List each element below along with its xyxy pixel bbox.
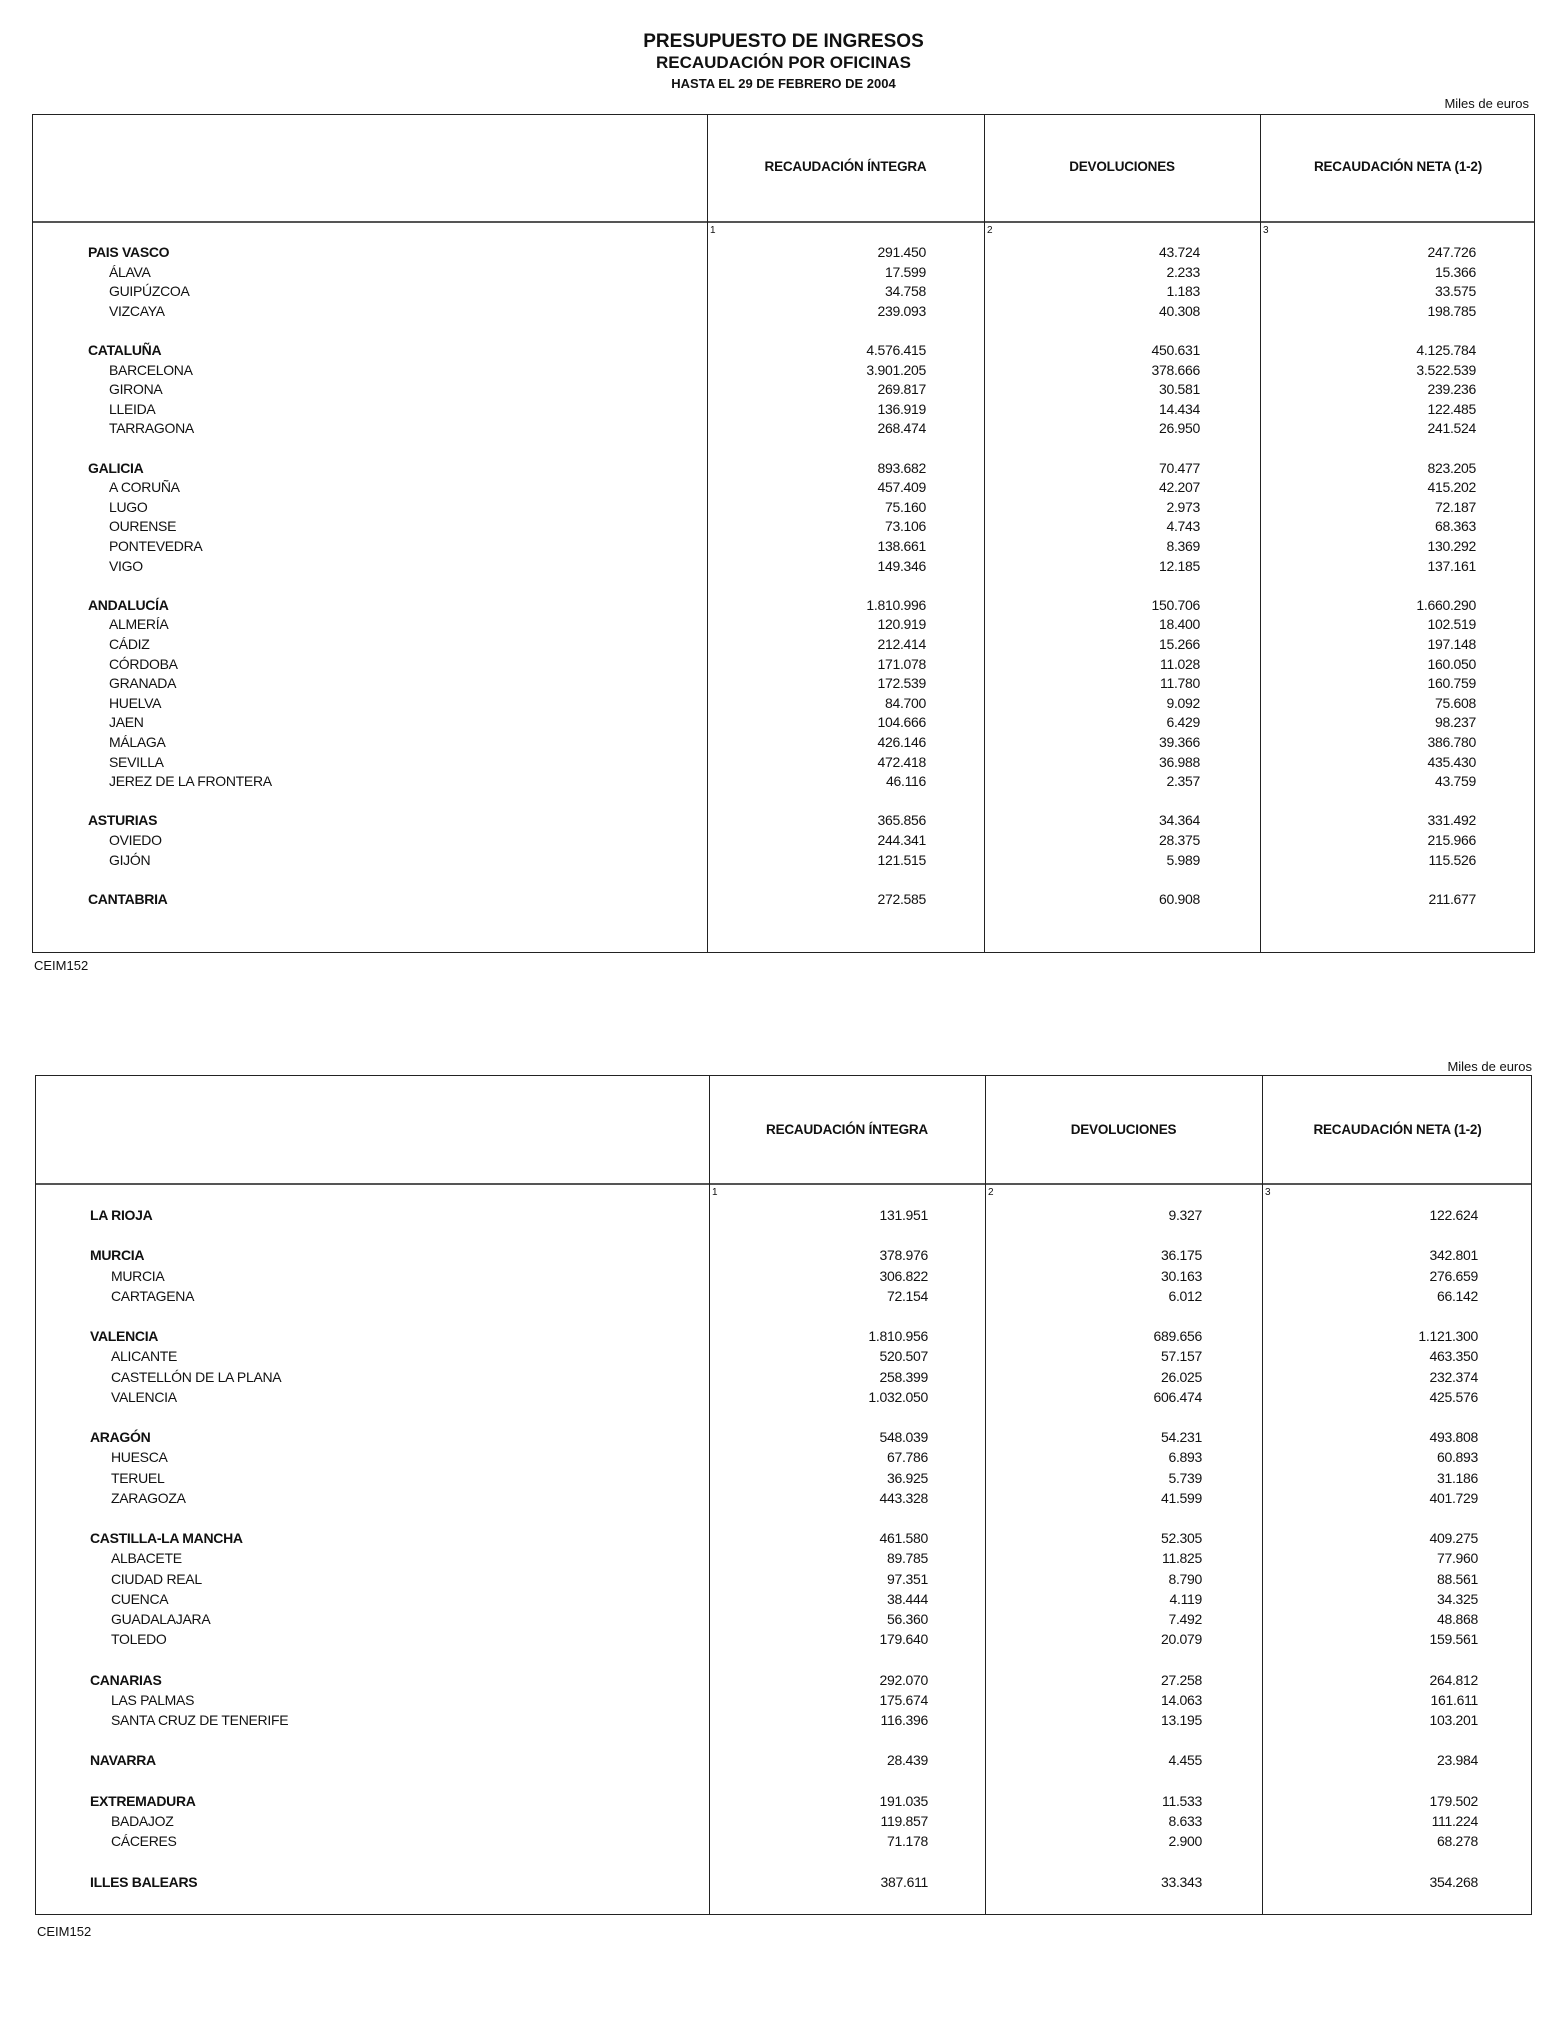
- refunds-value: 27.258: [1160, 1671, 1202, 1688]
- region-row: [36, 1874, 1531, 1894]
- column-header: RECAUDACIÓN ÍNTEGRA: [764, 159, 927, 174]
- office-row: [36, 1348, 1531, 1368]
- office-name: CÓRDOBA: [109, 655, 178, 672]
- net-revenue-value: 215.966: [1427, 832, 1476, 848]
- gross-revenue-value: 56.360: [886, 1611, 928, 1627]
- office-row: [33, 636, 1534, 656]
- gross-revenue-value: 426.146: [877, 734, 926, 750]
- footer-code: CEIM152: [37, 1924, 92, 1939]
- office-row: [33, 362, 1534, 382]
- gross-revenue-value: 28.439: [886, 1752, 928, 1769]
- column-header: RECAUDACIÓN ÍNTEGRA: [766, 1122, 928, 1137]
- refunds-value: 606.474: [1153, 1388, 1202, 1405]
- gross-revenue-value: 1.810.956: [868, 1328, 928, 1345]
- office-row: [33, 832, 1534, 852]
- office-row: [36, 1712, 1531, 1732]
- refunds-value: 11.533: [1162, 1792, 1202, 1809]
- net-revenue-value: 68.363: [1434, 518, 1476, 535]
- net-revenue-value: 179.502: [1429, 1792, 1478, 1809]
- region-name: CANTABRIA: [88, 890, 168, 907]
- office-name: MURCIA: [111, 1267, 165, 1284]
- office-name: ALMERÍA: [109, 616, 169, 633]
- net-revenue-value: 111.224: [1431, 1813, 1478, 1829]
- gross-revenue-value: 893.682: [877, 459, 926, 476]
- refunds-value: 43.724: [1158, 244, 1200, 260]
- net-revenue-value: 401.729: [1429, 1489, 1478, 1506]
- office-name: TOLEDO: [111, 1631, 167, 1648]
- gross-revenue-value: 131.951: [879, 1207, 928, 1223]
- office-name: GIJÓN: [109, 851, 151, 868]
- office-name: SEVILLA: [109, 753, 164, 770]
- office-name: VIGO: [109, 557, 143, 574]
- refunds-value: 6.429: [1166, 714, 1200, 731]
- office-row: [36, 1833, 1531, 1853]
- office-name: ALICANTE: [111, 1348, 178, 1365]
- document-subtitle: RECAUDACIÓN POR OFICINAS: [655, 53, 911, 72]
- gross-revenue-value: 258.399: [879, 1368, 928, 1385]
- gross-revenue-value: 120.919: [877, 616, 926, 633]
- net-revenue-value: 31.186: [1436, 1469, 1478, 1486]
- net-revenue-value: 159.561: [1429, 1631, 1478, 1648]
- gross-revenue-value: 71.178: [886, 1833, 928, 1850]
- office-row: [33, 852, 1534, 872]
- office-row: [33, 538, 1534, 558]
- net-revenue-value: 415.202: [1427, 479, 1476, 496]
- office-row: [36, 1268, 1531, 1288]
- office-name: OVIEDO: [109, 832, 162, 848]
- revenue-table: [32, 114, 1535, 953]
- column-number: 1: [710, 225, 716, 236]
- gross-revenue-value: 34.758: [884, 283, 926, 300]
- refunds-value: 8.369: [1166, 538, 1200, 554]
- region-name: ARAGÓN: [90, 1429, 151, 1446]
- refunds-value: 6.893: [1168, 1449, 1202, 1466]
- gross-revenue-value: 3.901.205: [866, 361, 926, 378]
- refunds-value: 28.375: [1158, 832, 1200, 848]
- office-name: BARCELONA: [109, 361, 193, 378]
- refunds-value: 1.183: [1166, 283, 1200, 300]
- gross-revenue-value: 175.674: [879, 1691, 928, 1708]
- net-revenue-value: 211.677: [1428, 890, 1476, 907]
- net-revenue-value: 435.430: [1427, 753, 1476, 770]
- net-revenue-value: 239.236: [1427, 381, 1476, 398]
- refunds-value: 34.364: [1158, 812, 1200, 829]
- refunds-value: 450.631: [1151, 342, 1200, 358]
- office-row: [36, 1288, 1531, 1308]
- gross-revenue-value: 104.666: [877, 714, 926, 731]
- column-header: DEVOLUCIONES: [1069, 159, 1175, 174]
- refunds-value: 60.908: [1158, 890, 1200, 907]
- net-revenue-value: 66.142: [1436, 1287, 1478, 1304]
- refunds-value: 4.743: [1166, 518, 1200, 535]
- gross-revenue-value: 520.507: [879, 1348, 928, 1365]
- refunds-value: 11.780: [1160, 675, 1200, 692]
- office-name: GUIPÚZCOA: [109, 283, 190, 300]
- office-row: [33, 479, 1534, 499]
- net-revenue-value: 115.526: [1428, 851, 1476, 868]
- footer-code: CEIM152: [34, 958, 89, 973]
- column-number: 3: [1263, 225, 1269, 236]
- refunds-value: 26.025: [1160, 1368, 1202, 1385]
- office-row: [33, 303, 1534, 323]
- refunds-value: 2.357: [1166, 773, 1200, 790]
- office-row: [36, 1571, 1531, 1591]
- refunds-value: 33.343: [1160, 1873, 1202, 1890]
- office-name: GRANADA: [109, 675, 177, 692]
- refunds-value: 378.666: [1151, 361, 1200, 378]
- net-revenue-value: 409.275: [1429, 1530, 1478, 1547]
- gross-revenue-value: 149.346: [877, 557, 926, 574]
- refunds-value: 70.477: [1158, 459, 1200, 476]
- gross-revenue-value: 1.032.050: [868, 1388, 928, 1405]
- office-name: CARTAGENA: [111, 1287, 195, 1304]
- document-title: PRESUPUESTO DE INGRESOS: [643, 31, 924, 52]
- office-row: [36, 1490, 1531, 1510]
- refunds-value: 30.163: [1160, 1267, 1202, 1284]
- gross-revenue-value: 38.444: [886, 1590, 928, 1607]
- gross-revenue-value: 461.580: [879, 1530, 928, 1547]
- refunds-value: 8.790: [1168, 1570, 1202, 1587]
- office-row: [33, 773, 1534, 793]
- gross-revenue-value: 136.919: [877, 400, 926, 417]
- gross-revenue-value: 179.640: [879, 1631, 928, 1648]
- unit-label: Miles de euros: [1447, 1059, 1532, 1074]
- gross-revenue-value: 1.810.996: [866, 596, 926, 613]
- region-row: [33, 342, 1534, 362]
- refunds-value: 26.950: [1158, 420, 1200, 437]
- gross-revenue-value: 269.817: [877, 381, 926, 398]
- office-name: JEREZ DE LA FRONTERA: [109, 773, 272, 790]
- gross-revenue-value: 171.078: [877, 655, 926, 672]
- net-revenue-value: 4.125.784: [1416, 342, 1476, 358]
- office-name: OURENSE: [109, 518, 177, 535]
- region-row: [36, 1328, 1531, 1348]
- refunds-value: 2.900: [1168, 1833, 1202, 1850]
- header-divider: [33, 221, 1534, 223]
- gross-revenue-value: 97.351: [886, 1570, 928, 1587]
- office-name: HUELVA: [109, 694, 162, 711]
- net-revenue-value: 130.292: [1427, 538, 1476, 554]
- net-revenue-value: 3.522.539: [1416, 361, 1476, 378]
- gross-revenue-value: 365.856: [877, 812, 926, 829]
- office-row: [33, 714, 1534, 734]
- column-number: 2: [987, 225, 993, 236]
- refunds-value: 40.308: [1158, 302, 1200, 319]
- refunds-value: 41.599: [1160, 1489, 1202, 1506]
- region-name: ASTURIAS: [88, 812, 158, 829]
- refunds-value: 2.233: [1166, 263, 1200, 280]
- gross-revenue-value: 116.396: [880, 1712, 928, 1728]
- net-revenue-value: 386.780: [1427, 734, 1476, 750]
- net-revenue-value: 68.278: [1436, 1833, 1478, 1850]
- office-name: HUESCA: [111, 1449, 168, 1466]
- office-name: CÁDIZ: [109, 636, 150, 652]
- office-row: [33, 518, 1534, 538]
- document-period: HASTA EL 29 DE FEBRERO DE 2004: [671, 76, 896, 91]
- office-row: [33, 754, 1534, 774]
- refunds-value: 689.656: [1153, 1328, 1202, 1345]
- header-divider: [36, 1183, 1531, 1185]
- office-name: ZARAGOZA: [111, 1489, 186, 1506]
- gross-revenue-value: 46.116: [886, 773, 926, 790]
- office-row: [33, 695, 1534, 715]
- office-row: [33, 264, 1534, 284]
- refunds-value: 54.231: [1160, 1429, 1202, 1446]
- net-revenue-value: 122.624: [1429, 1207, 1478, 1223]
- column-number: 2: [988, 1187, 994, 1198]
- office-name: GUADALAJARA: [111, 1611, 211, 1627]
- net-revenue-value: 102.519: [1427, 616, 1476, 633]
- refunds-value: 36.175: [1160, 1247, 1202, 1264]
- net-revenue-value: 103.201: [1429, 1712, 1478, 1728]
- column-number: 1: [712, 1187, 718, 1198]
- office-name: BADAJOZ: [111, 1813, 174, 1829]
- column-header: RECAUDACIÓN NETA (1-2): [1313, 1122, 1482, 1137]
- net-revenue-value: 88.561: [1436, 1570, 1478, 1587]
- net-revenue-value: 161.611: [1430, 1691, 1478, 1708]
- region-row: [36, 1793, 1531, 1813]
- office-name: LAS PALMAS: [111, 1691, 195, 1708]
- gross-revenue-value: 138.661: [877, 538, 926, 554]
- refunds-value: 36.988: [1158, 753, 1200, 770]
- revenue-table: [35, 1075, 1532, 1915]
- office-row: [33, 420, 1534, 440]
- region-row: [36, 1207, 1531, 1227]
- region-name: VALENCIA: [90, 1328, 159, 1345]
- net-revenue-value: 493.808: [1429, 1429, 1478, 1446]
- refunds-value: 7.492: [1168, 1611, 1202, 1627]
- office-name: CUENCA: [111, 1590, 169, 1607]
- office-row: [36, 1631, 1531, 1651]
- office-row: [33, 734, 1534, 754]
- office-row: [36, 1611, 1531, 1631]
- office-row: [36, 1389, 1531, 1409]
- net-revenue-value: 354.268: [1429, 1873, 1478, 1890]
- gross-revenue-value: 75.160: [884, 498, 926, 515]
- gross-revenue-value: 36.925: [886, 1469, 928, 1486]
- region-row: [36, 1429, 1531, 1449]
- region-row: [33, 891, 1534, 911]
- office-row: [36, 1470, 1531, 1490]
- office-name: TERUEL: [111, 1469, 165, 1486]
- refunds-value: 42.207: [1158, 479, 1200, 496]
- office-row: [36, 1550, 1531, 1570]
- region-name: ANDALUCÍA: [88, 596, 169, 613]
- gross-revenue-value: 387.611: [880, 1873, 928, 1890]
- refunds-value: 11.825: [1162, 1550, 1202, 1567]
- gross-revenue-value: 84.700: [884, 694, 926, 711]
- office-row: [36, 1813, 1531, 1833]
- region-row: [33, 812, 1534, 832]
- refunds-value: 30.581: [1158, 381, 1200, 398]
- office-row: [33, 499, 1534, 519]
- net-revenue-value: 247.726: [1427, 244, 1476, 260]
- office-name: PONTEVEDRA: [109, 538, 203, 554]
- refunds-value: 14.063: [1160, 1691, 1202, 1708]
- refunds-value: 11.028: [1160, 655, 1200, 672]
- region-name: CASTILLA-LA MANCHA: [90, 1530, 243, 1547]
- region-row: [36, 1247, 1531, 1267]
- office-name: LLEIDA: [109, 400, 156, 417]
- refunds-value: 18.400: [1158, 616, 1200, 633]
- region-row: [36, 1530, 1531, 1550]
- region-name: LA RIOJA: [90, 1207, 153, 1223]
- net-revenue-value: 1.121.300: [1418, 1328, 1478, 1345]
- office-row: [33, 401, 1534, 421]
- office-row: [33, 675, 1534, 695]
- refunds-value: 39.366: [1158, 734, 1200, 750]
- office-row: [33, 381, 1534, 401]
- office-name: JAEN: [109, 714, 144, 731]
- office-name: ÁLAVA: [109, 263, 151, 280]
- refunds-value: 15.266: [1158, 636, 1200, 652]
- office-name: SANTA CRUZ DE TENERIFE: [111, 1712, 289, 1728]
- net-revenue-value: 241.524: [1427, 420, 1476, 437]
- region-row: [36, 1672, 1531, 1692]
- region-row: [33, 597, 1534, 617]
- gross-revenue-value: 73.106: [884, 518, 926, 535]
- office-name: CÁCERES: [111, 1833, 177, 1850]
- region-name: MURCIA: [90, 1247, 145, 1264]
- office-name: VALENCIA: [111, 1388, 177, 1405]
- gross-revenue-value: 17.599: [884, 263, 926, 280]
- unit-label: Miles de euros: [1444, 96, 1529, 111]
- region-row: [33, 460, 1534, 480]
- gross-revenue-value: 272.585: [877, 890, 926, 907]
- refunds-value: 2.973: [1166, 498, 1200, 515]
- gross-revenue-value: 172.539: [877, 675, 926, 692]
- gross-revenue-value: 72.154: [886, 1287, 928, 1304]
- refunds-value: 14.434: [1158, 400, 1200, 417]
- net-revenue-value: 823.205: [1427, 459, 1476, 476]
- gross-revenue-value: 119.857: [880, 1813, 928, 1829]
- office-row: [36, 1692, 1531, 1712]
- office-name: CASTELLÓN DE LA PLANA: [111, 1368, 282, 1385]
- net-revenue-value: 98.237: [1434, 714, 1476, 731]
- refunds-value: 52.305: [1160, 1530, 1202, 1547]
- refunds-value: 150.706: [1151, 596, 1200, 613]
- net-revenue-value: 197.148: [1427, 636, 1476, 652]
- refunds-value: 6.012: [1168, 1287, 1202, 1304]
- gross-revenue-value: 239.093: [877, 302, 926, 319]
- region-name: CANARIAS: [90, 1671, 162, 1688]
- gross-revenue-value: 548.039: [879, 1429, 928, 1446]
- net-revenue-value: 43.759: [1434, 773, 1476, 790]
- net-revenue-value: 1.660.290: [1416, 596, 1476, 613]
- net-revenue-value: 15.366: [1434, 263, 1476, 280]
- net-revenue-value: 160.759: [1427, 675, 1476, 692]
- gross-revenue-value: 457.409: [877, 479, 926, 496]
- net-revenue-value: 198.785: [1427, 302, 1476, 319]
- office-name: VIZCAYA: [109, 302, 165, 319]
- net-revenue-value: 331.492: [1427, 812, 1476, 829]
- gross-revenue-value: 443.328: [879, 1489, 928, 1506]
- refunds-value: 12.185: [1158, 557, 1200, 574]
- refunds-value: 4.119: [1169, 1590, 1202, 1607]
- gross-revenue-value: 67.786: [886, 1449, 928, 1466]
- net-revenue-value: 342.801: [1429, 1247, 1478, 1264]
- net-revenue-value: 33.575: [1434, 283, 1476, 300]
- column-header: RECAUDACIÓN NETA (1-2): [1313, 159, 1483, 174]
- refunds-value: 9.092: [1166, 694, 1200, 711]
- net-revenue-value: 137.161: [1427, 557, 1476, 574]
- region-name: EXTREMADURA: [90, 1792, 196, 1809]
- refunds-value: 20.079: [1160, 1631, 1202, 1648]
- region-name: ILLES BALEARS: [90, 1873, 198, 1890]
- net-revenue-value: 160.050: [1427, 655, 1476, 672]
- net-revenue-value: 232.374: [1429, 1368, 1478, 1385]
- net-revenue-value: 463.350: [1429, 1348, 1478, 1365]
- office-row: [33, 656, 1534, 676]
- net-revenue-value: 75.608: [1434, 694, 1476, 711]
- office-name: ALBACETE: [111, 1550, 182, 1567]
- region-row: [36, 1752, 1531, 1772]
- region-name: CATALUÑA: [88, 342, 162, 358]
- refunds-value: 57.157: [1160, 1348, 1202, 1365]
- net-revenue-value: 23.984: [1436, 1752, 1478, 1769]
- gross-revenue-value: 472.418: [877, 753, 926, 770]
- net-revenue-value: 34.325: [1436, 1590, 1478, 1607]
- office-name: TARRAGONA: [109, 420, 194, 437]
- office-row: [33, 558, 1534, 578]
- column-header: DEVOLUCIONES: [1070, 1122, 1177, 1137]
- region-name: PAIS VASCO: [88, 244, 170, 260]
- office-row: [33, 283, 1534, 303]
- gross-revenue-value: 121.515: [877, 851, 926, 868]
- refunds-value: 9.327: [1168, 1207, 1202, 1223]
- office-name: CIUDAD REAL: [111, 1570, 202, 1587]
- column-number: 3: [1265, 1187, 1271, 1198]
- net-revenue-value: 77.960: [1436, 1550, 1478, 1567]
- office-name: MÁLAGA: [109, 734, 166, 750]
- office-name: GIRONA: [109, 381, 163, 398]
- refunds-value: 5.989: [1166, 851, 1200, 868]
- refunds-value: 8.633: [1168, 1813, 1202, 1829]
- region-name: NAVARRA: [90, 1752, 156, 1769]
- gross-revenue-value: 378.976: [879, 1247, 928, 1264]
- net-revenue-value: 425.576: [1429, 1388, 1478, 1405]
- gross-revenue-value: 4.576.415: [866, 342, 926, 358]
- gross-revenue-value: 89.785: [886, 1550, 928, 1567]
- net-revenue-value: 72.187: [1434, 498, 1476, 515]
- net-revenue-value: 48.868: [1436, 1611, 1478, 1627]
- net-revenue-value: 122.485: [1427, 400, 1476, 417]
- region-name: GALICIA: [88, 459, 144, 476]
- gross-revenue-value: 291.450: [877, 244, 926, 260]
- office-name: A CORUÑA: [109, 479, 180, 496]
- gross-revenue-value: 292.070: [879, 1671, 928, 1688]
- refunds-value: 5.739: [1168, 1469, 1202, 1486]
- gross-revenue-value: 306.822: [879, 1267, 928, 1284]
- gross-revenue-value: 268.474: [877, 420, 926, 437]
- refunds-value: 4.455: [1168, 1752, 1202, 1769]
- net-revenue-value: 276.659: [1429, 1267, 1478, 1284]
- office-row: [33, 616, 1534, 636]
- gross-revenue-value: 212.414: [877, 636, 926, 652]
- net-revenue-value: 60.893: [1436, 1449, 1478, 1466]
- gross-revenue-value: 191.035: [879, 1792, 928, 1809]
- office-row: [36, 1369, 1531, 1389]
- region-row: [33, 244, 1534, 264]
- office-row: [36, 1449, 1531, 1469]
- office-row: [36, 1591, 1531, 1611]
- refunds-value: 13.195: [1160, 1712, 1202, 1728]
- gross-revenue-value: 244.341: [877, 832, 926, 848]
- net-revenue-value: 264.812: [1429, 1671, 1478, 1688]
- office-name: LUGO: [109, 498, 148, 515]
